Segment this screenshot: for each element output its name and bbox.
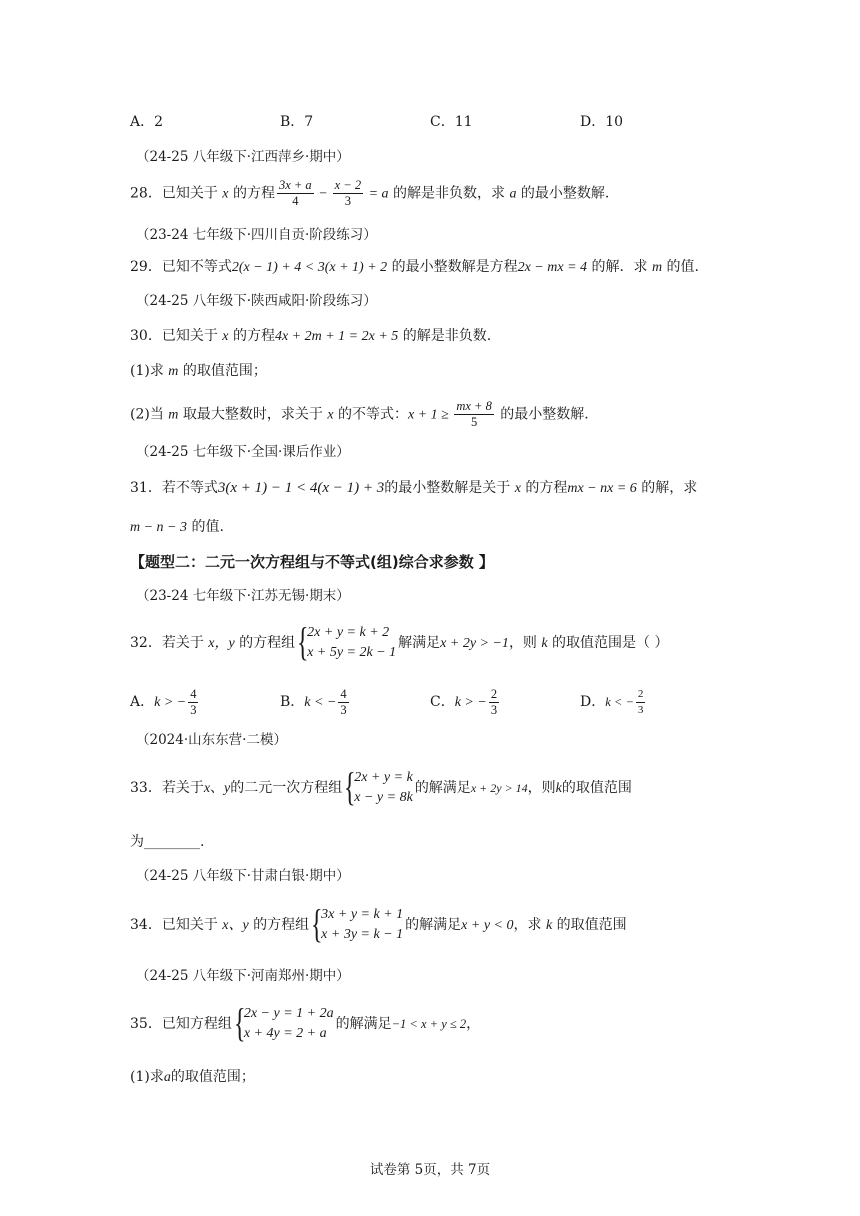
- q32-opt-a-den: 3: [190, 702, 197, 717]
- q35-text-1: 已知方程组: [161, 1016, 232, 1032]
- q35-system: [233, 1000, 334, 1045]
- q35-p1-var-a: a: [163, 1070, 171, 1085]
- q31-line2-text: 的值.: [187, 519, 224, 535]
- q30-p1-text-b: 的取值范围；: [178, 363, 267, 379]
- q32-option-a: [130, 684, 200, 721]
- q30-p2-var-m: m: [168, 407, 179, 423]
- q28-frac2-denominator: 3: [344, 194, 351, 208]
- section-heading: 【题型二：二元一次方程组与不等式(组)综合求参数 】: [130, 553, 494, 571]
- q34-var-k: k: [545, 918, 553, 933]
- q31-text-3: 的方程: [520, 480, 568, 496]
- q31-line-2: [130, 517, 224, 538]
- q35-p1-text-b: 的取值范围；: [170, 1069, 255, 1085]
- q30-p2-text-c: 的不等式：: [333, 406, 408, 423]
- q35-condition: −1 < x + y ≤ 2: [391, 1017, 467, 1031]
- q28-minus: −: [315, 186, 331, 202]
- q30-p2-lhs: x + 1 ≥: [407, 407, 453, 423]
- q30-p2-numerator: mx + 8: [456, 399, 492, 413]
- q32-opt-a-fraction: [188, 687, 198, 718]
- q28-var-x: x: [222, 186, 229, 202]
- q28-text-4: 的最小整数解.: [516, 185, 610, 202]
- q29-text-4: 的值.: [662, 259, 699, 275]
- q32-text-1: 若关于: [161, 635, 209, 651]
- q35-text-3: ，: [466, 1016, 481, 1032]
- question-33: [130, 764, 632, 810]
- q34-brace: {: [311, 901, 323, 946]
- q30-p2-text-a: (2)当: [130, 406, 169, 423]
- q31-text-4: 的解，求: [636, 480, 698, 496]
- q33-var-y: y: [224, 781, 231, 796]
- question-30: [130, 326, 491, 347]
- q34-vars: x、y: [222, 918, 249, 933]
- q32-opt-d-label: D．: [580, 694, 606, 710]
- q32-text-4: ，则: [508, 635, 542, 651]
- q28-fraction-2: [333, 178, 363, 209]
- q32-var-k: k: [541, 636, 548, 651]
- question-29: [130, 257, 699, 278]
- q30-part-2: [130, 399, 589, 430]
- q30-p2-denominator: 5: [470, 415, 478, 429]
- q32-opt-c-expr: k > −: [454, 695, 487, 710]
- q33-system: [344, 764, 413, 809]
- q31-text-2: 的最小整数解是关于: [384, 480, 515, 496]
- q32-opt-c-label: C．: [430, 694, 455, 710]
- q34-text-1: 已知关于: [161, 917, 223, 933]
- q30-var-x: x: [222, 329, 229, 344]
- q31-number: 31．: [130, 480, 162, 496]
- q30-p2-text-d: 的最小整数解.: [495, 406, 589, 423]
- q30-p2-text-b: 取最大整数时，求关于: [178, 406, 328, 423]
- q35-part-1: [130, 1067, 255, 1088]
- q32-text-2: 的方程组: [234, 635, 296, 651]
- q32-opt-c-fraction: [489, 687, 499, 718]
- q30-source: （24-25 八年级下·陕西咸阳·阶段练习）: [136, 293, 377, 309]
- q33-brace: {: [344, 764, 356, 809]
- q32-opt-d-num: 2: [636, 687, 646, 703]
- q35-row-1: 2x − y = 1 + 2a: [243, 1006, 334, 1021]
- q28-frac1-numerator: 3x + a: [278, 178, 312, 192]
- q33-text-4: 的解满足: [414, 780, 471, 796]
- q30-number: 30．: [130, 328, 162, 344]
- question-32: [130, 619, 669, 665]
- q33-row-2: x − y = 8k: [354, 790, 413, 805]
- q32-text-5: 的取值范围是（ ）: [547, 635, 669, 651]
- q34-row-2: x + 3y = k − 1: [321, 927, 404, 942]
- q32-opt-b-num: 4: [340, 686, 347, 701]
- q28-text-2: 的方程: [228, 185, 275, 202]
- option-d: D．10: [580, 114, 624, 130]
- q33-line-2: 为________.: [130, 834, 205, 850]
- q30-p1-text-a: (1)求: [130, 363, 169, 379]
- q28-text-3: 的解是非负数，求: [388, 185, 510, 202]
- q33-text-6: 的取值范围: [561, 780, 632, 796]
- option-a: A．2: [130, 114, 164, 130]
- q32-system: [297, 619, 397, 664]
- q30-equation: 4x + 2m + 1 = 2x + 5: [274, 329, 399, 344]
- q33-text-5: ，则: [527, 780, 556, 796]
- question-28: [130, 178, 609, 209]
- question-35: [130, 1000, 481, 1045]
- q35-brace: {: [233, 1000, 246, 1045]
- q29-text-3: 的解．求: [587, 259, 652, 275]
- q30-text-2: 的方程: [228, 328, 275, 344]
- q32-opt-a-expr: k > −: [154, 695, 187, 710]
- q29-inequality: 2(x − 1) + 4 < 3(x + 1) + 2: [231, 260, 388, 275]
- q32-row-1: 2x + y = k + 2: [307, 625, 390, 640]
- q31-text-1: 若不等式: [161, 480, 218, 496]
- q33-var-x: x: [203, 781, 211, 796]
- q28-number: 28．: [130, 185, 162, 202]
- q33-source: （2024·山东东营·二模）: [136, 732, 287, 748]
- q34-system: [311, 901, 404, 946]
- q32-opt-b-den: 3: [340, 702, 347, 717]
- q34-number: 34．: [130, 917, 162, 933]
- q29-source: （23-24 七年级下·四川自贡·阶段练习）: [136, 227, 377, 243]
- q33-text-1: 若关于: [161, 780, 204, 796]
- q34-condition: x + y < 0: [461, 918, 514, 933]
- q35-row-2: x + 4y = 2 + a: [243, 1026, 327, 1041]
- q29-var-m: m: [651, 260, 663, 275]
- q30-text-1: 已知关于: [161, 328, 223, 344]
- q35-text-2: 的解满足: [335, 1016, 392, 1032]
- q29-text-1: 已知不等式: [161, 259, 232, 275]
- q32-vars: x，y: [208, 636, 235, 651]
- q28-frac1-denominator: 4: [292, 194, 299, 208]
- q31-equation: mx − nx = 6: [567, 481, 637, 496]
- q30-text-3: 的解是非负数.: [398, 328, 492, 344]
- q32-opt-c-num: 2: [490, 686, 498, 701]
- q32-opt-d-fraction: [636, 687, 646, 718]
- q31-expression: m − n − 3: [130, 520, 188, 535]
- q34-text-3: 的解满足: [405, 917, 462, 933]
- q33-var-k: k: [555, 781, 562, 796]
- q28-equals-a: = a: [365, 186, 389, 202]
- q31-source: （24-25 七年级下·全国·课后作业）: [136, 444, 350, 460]
- q32-option-c: [430, 684, 501, 721]
- question-34: [130, 901, 627, 947]
- q34-text-5: 的取值范围: [552, 917, 627, 933]
- q32-opt-b-expr: k < −: [304, 695, 337, 710]
- q31-var-x: x: [514, 481, 521, 496]
- q32-opt-c-den: 3: [490, 702, 498, 717]
- q35-source: （24-25 八年级下·河南郑州·期中）: [136, 968, 350, 984]
- q33-condition: x + 2y > 14: [470, 781, 528, 795]
- q32-text-3: 解满足: [398, 635, 441, 651]
- q32-opt-b-label: B．: [280, 694, 305, 710]
- q29-number: 29．: [130, 259, 162, 275]
- q33-text-3: 的二元一次方程组: [230, 780, 343, 796]
- q28-fraction-1: [277, 178, 314, 209]
- q32-opt-b-fraction: [338, 687, 348, 718]
- q33-number: 33．: [130, 780, 162, 796]
- q32-opt-a-label: A．: [130, 694, 155, 710]
- q30-p2-fraction: [454, 399, 494, 430]
- q28-var-a: a: [509, 186, 517, 202]
- q34-row-1: 3x + y = k + 1: [321, 907, 404, 922]
- q32-brace: {: [297, 619, 309, 664]
- q32-option-d: [580, 684, 647, 720]
- q34-source: （24-25 八年级下·甘肃白银·期中）: [136, 868, 350, 884]
- q30-p1-var-m: m: [168, 364, 179, 379]
- q28-text-1: 已知关于: [161, 185, 223, 202]
- q35-number: 35．: [130, 1016, 162, 1032]
- q29-equation: 2x − mx = 4: [517, 260, 588, 275]
- q32-condition: x + 2y > −1: [440, 636, 509, 651]
- q32-opt-d-expr: k < −: [605, 695, 634, 709]
- q33-row-1: 2x + y = k: [354, 770, 413, 785]
- option-b: B．7: [280, 114, 314, 130]
- q32-opt-a-num: 4: [190, 686, 197, 701]
- q31-inequality: 3(x + 1) − 1 < 4(x − 1) + 3: [217, 480, 385, 496]
- q28-source: （24-25 八年级下·江西萍乡·期中）: [136, 149, 350, 165]
- q32-option-b: [280, 684, 351, 721]
- q30-p2-var-x: x: [327, 407, 334, 423]
- q32-row-2: x + 5y = 2k − 1: [307, 645, 397, 660]
- q34-text-2: 的方程组: [248, 917, 310, 933]
- q32-number: 32．: [130, 635, 162, 651]
- q30-part-1: [130, 361, 267, 382]
- q29-text-2: 的最小整数解是方程: [387, 259, 518, 275]
- page-footer: 试卷第 5页，共 7页: [369, 1162, 491, 1178]
- q32-source: （23-24 七年级下·江苏无锡·期末）: [136, 588, 350, 604]
- q28-frac2-numerator: x − 2: [334, 178, 362, 192]
- q33-text-2: 、: [210, 780, 225, 796]
- q32-opt-d-den: 3: [637, 703, 644, 716]
- option-c: C．11: [430, 114, 473, 130]
- q34-text-4: ，求: [513, 917, 546, 933]
- question-31: [130, 478, 697, 499]
- q35-p1-text-a: (1)求: [130, 1069, 164, 1085]
